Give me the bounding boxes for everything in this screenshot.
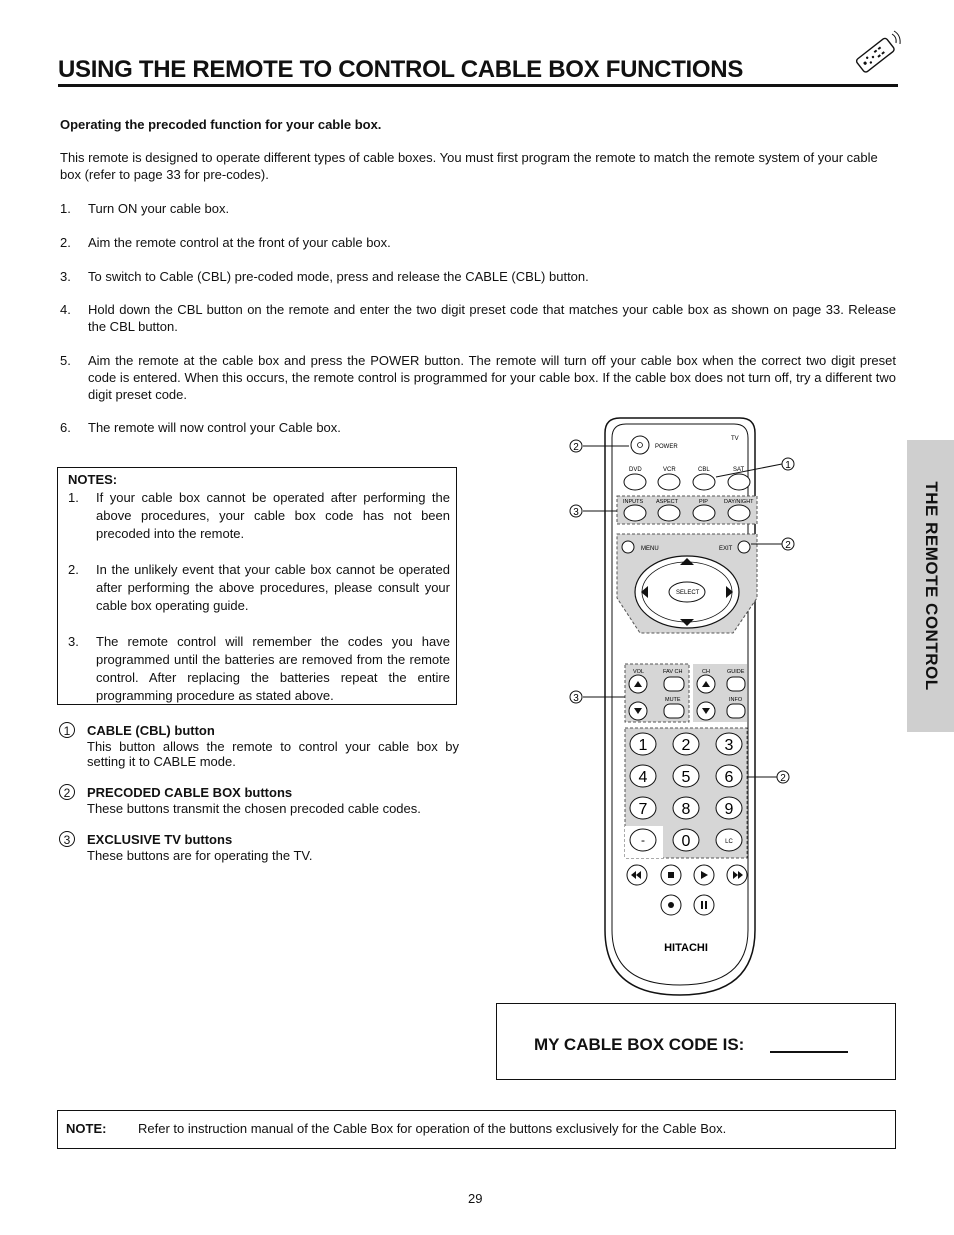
digit-3-label: 3 [724, 737, 734, 754]
note-text: In the unlikely event that your cable box cannot be operated after performing the above procedures, please consult your cable box operating guide. [96, 562, 450, 613]
footer-note-text: Refer to instruction manual of the Cable Box for operation of the buttons exclusively for the Cable Box. [138, 1121, 727, 1136]
ch-label: CH [702, 669, 710, 675]
power-label: POWER [655, 444, 678, 450]
legend-desc: These buttons are for operating the TV. [87, 848, 313, 863]
exit-label: EXIT [719, 546, 733, 552]
digit-5-label: 5 [681, 769, 691, 786]
fav-ch-button [664, 677, 684, 691]
legend-title: CABLE (CBL) button [87, 723, 215, 738]
vcr-button [658, 474, 680, 490]
callout-number: 1 [59, 722, 75, 738]
guide-button [727, 677, 745, 691]
callout-number: 3 [59, 831, 75, 847]
notes-heading: NOTES: [68, 472, 118, 487]
code-write-line [770, 1051, 848, 1053]
mute-button [664, 704, 684, 718]
info-label: INFO [729, 697, 743, 703]
side-tab-label: THE REMOTE CONTROL [921, 481, 941, 691]
note-text: The remote control will remember the codes you have programmed until the batteries are removed from the remote control. After replacing the batteries repeat the entire programming procedure as stated above. [96, 634, 450, 703]
cable-box-code-box [496, 1003, 896, 1080]
step-number: 1. [60, 201, 71, 216]
guide-label: GUIDE [727, 669, 745, 675]
legend-title: EXCLUSIVE TV buttons [87, 832, 233, 847]
step-number: 2. [60, 235, 71, 250]
legend-title: PRECODED CABLE BOX buttons [87, 785, 293, 800]
vol-label: VOL [633, 669, 645, 675]
note-item-3 [68, 633, 450, 705]
note-item-1 [68, 489, 450, 543]
info-button [727, 704, 745, 718]
note-number: 2. [68, 562, 79, 577]
pip-button [693, 505, 715, 521]
legend-desc: These buttons transmit the chosen precoded cable codes. [87, 801, 421, 816]
step-1 [60, 200, 896, 217]
record-icon [668, 902, 674, 908]
callout-2-digits: 2 [780, 773, 786, 784]
remote-illustration [560, 410, 800, 1000]
step-2 [60, 234, 896, 251]
notes-box [57, 467, 457, 705]
step-number: 4. [60, 302, 71, 317]
note-number: 1. [68, 490, 79, 505]
page-number: 29 [468, 1191, 483, 1206]
legend-desc: This button allows the remote to control your cable box by setting it to CABLE mode. [87, 739, 459, 769]
digit-2-label: 2 [681, 737, 691, 754]
mode-label-cbl: CBL [698, 467, 710, 473]
note-text: If your cable box cannot be operated after performing the above procedures, your cable box code has not been precoded into the remote. [96, 490, 450, 541]
tv-label: TV [731, 436, 739, 442]
step-text: Hold down the CBL button on the remote and enter the two digit preset code that matches your cable box as shown on page 33. Release the CBL button. [88, 302, 896, 334]
step-text: The remote will now control your Cable box. [88, 420, 341, 435]
step-text: Turn ON your cable box. [88, 201, 230, 216]
mode-label-sat: SAT [733, 467, 745, 473]
dvd-button [624, 474, 646, 490]
dash-label: - [641, 833, 645, 847]
mode-label-vcr: VCR [663, 467, 676, 473]
digit-4-label: 4 [638, 769, 648, 786]
footer-note-label: NOTE: [66, 1121, 107, 1136]
daynight-label: DAY/NIGHT [724, 499, 754, 505]
lc-label: LC [725, 839, 733, 845]
mute-label: MUTE [665, 697, 681, 703]
step-4 [60, 301, 896, 335]
favch-label: FAV CH [663, 669, 683, 675]
footer-note-box [57, 1110, 896, 1149]
note-item-2 [68, 561, 450, 615]
step-3 [60, 268, 896, 285]
legend-item-2 [59, 784, 459, 816]
pause-icon [701, 901, 703, 909]
digit-7-label: 7 [638, 801, 648, 818]
section-side-tab [907, 440, 954, 732]
step-number: 5. [60, 353, 71, 368]
brand-logo: HITACHI [664, 942, 708, 954]
aspect-button [658, 505, 680, 521]
mode-label-dvd: DVD [629, 467, 642, 473]
title-rule [58, 84, 898, 87]
step-text: Aim the remote at the cable box and press the POWER button. The remote will turn off your cable box when the correct two digit preset code is entered. When this occurs, the remote control is programmed for your cable box. If the cable box does not turn off, try a different two digit preset code. [88, 353, 896, 402]
cable-box-code-label: MY CABLE BOX CODE IS: [534, 1035, 745, 1054]
aspect-label: ASPECT [656, 499, 679, 505]
exit-button [738, 541, 750, 553]
remote-icon [848, 28, 902, 80]
callout-2-power: 2 [573, 442, 579, 453]
intro-paragraph: This remote is designed to operate different types of cable boxes. You must first program the remote to match the remote system of your cable box (refer to page 33 for pre-codes). [60, 150, 878, 182]
callout-number: 2 [59, 784, 75, 800]
intro-heading: Operating the precoded function for your cable box. [60, 117, 382, 132]
callout-2-nav: 2 [785, 540, 791, 551]
power-button [631, 436, 649, 454]
page-title: USING THE REMOTE TO CONTROL CABLE BOX FUNCTIONS [58, 56, 744, 83]
step-5 [60, 352, 896, 403]
cbl-button [693, 474, 715, 490]
callout-3-vol: 3 [573, 693, 579, 704]
select-label: SELECT [676, 590, 700, 596]
callout-1-cbl: 1 [785, 460, 791, 471]
pip-label: PIP [699, 499, 708, 505]
sat-button [728, 474, 750, 490]
callout-3-row2: 3 [573, 507, 579, 518]
step-6 [60, 419, 480, 436]
legend-item-3 [59, 831, 459, 863]
step-number: 3. [60, 269, 71, 284]
inputs-button [624, 505, 646, 521]
digit-8-label: 8 [681, 801, 691, 818]
digit-0-label: 0 [681, 833, 691, 850]
note-number: 3. [68, 634, 79, 649]
digit-1-label: 1 [638, 737, 648, 754]
stop-icon [668, 872, 674, 878]
digit-6-label: 6 [724, 769, 734, 786]
step-number: 6. [60, 420, 71, 435]
legend-item-1 [59, 722, 459, 769]
menu-label: MENU [641, 546, 659, 552]
step-text: Aim the remote control at the front of your cable box. [88, 235, 391, 250]
menu-button [622, 541, 634, 553]
digit-9-label: 9 [724, 801, 734, 818]
step-text: To switch to Cable (CBL) pre-coded mode, press and release the CABLE (CBL) button. [88, 269, 589, 284]
pause-button [694, 895, 714, 915]
inputs-label: INPUTS [623, 499, 644, 505]
daynight-button [728, 505, 750, 521]
